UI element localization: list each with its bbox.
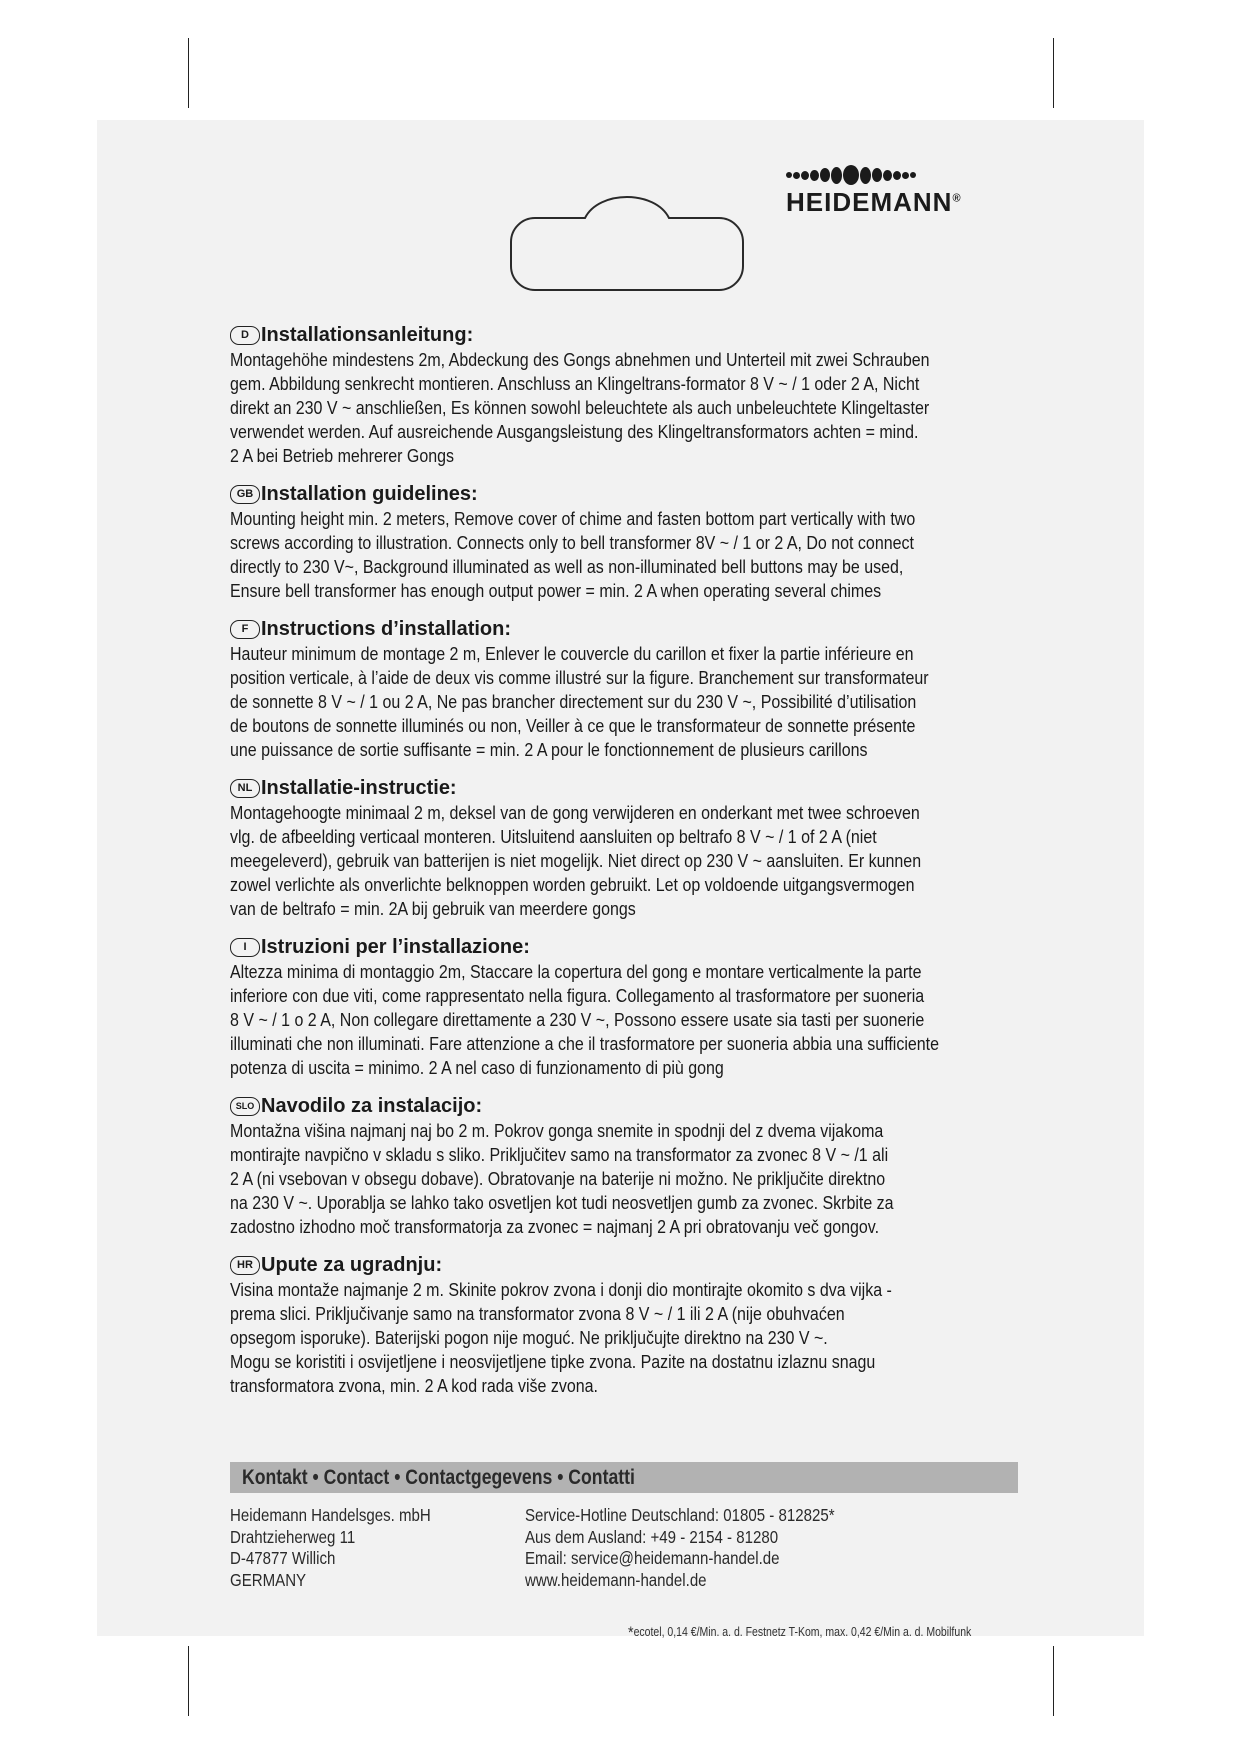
heidemann-logo xyxy=(786,164,1056,218)
flag-icon: GB xyxy=(230,485,260,504)
section-heading: F Instructions d’installation: xyxy=(230,616,1030,642)
section-text: Altezza minima di montaggio 2m, Staccare la copertura del gong e montare verticalmente la parte inferiore con due viti, come rappresentato nella figura. Collegamento al trasformatore per suoneria 8 V ~ / 1 o 2 A, Non collegare direttamente a 230 V ~, Possono essere usate sia tasti per suonerie illuminati che non illuminati. Fare attenzione a che il trasformatore per suoneria abbia una sufficiente potenza di uscita = minimo. 2 A nel caso di funzionamento di più gong xyxy=(230,961,940,1078)
section-heading: SLO Navodilo za instalacijo: xyxy=(230,1093,1030,1119)
contact-title: Kontakt • Contact • Contactgegevens • Contatti xyxy=(242,1466,635,1489)
section-text: Montažna višina najmanj naj bo 2 m. Pokrov gonga snemite in spodnji del z dvema vijakoma montirajte navpično v skladu s sliko. Priključitev samo na transformator za zvonec 8 V ~ /1 ali 2 A (ni vsebovan v obsegu dobave). Obratovanje na baterije ni možno. Ne priključite direktno na 230 V ~. Uporablja se lahko tako osvetljen kot tudi neosvetljen gumb za zvonec. Skrbite za zadostno izhodno moč transformatorja za zvonec = najmanj 2 A pri obratovanju več gongov. xyxy=(230,1120,894,1237)
flag-icon: D xyxy=(230,326,260,345)
section-fr xyxy=(230,616,1030,762)
section-slo xyxy=(230,1093,1030,1239)
company-address: Heidemann Handelsges. mbH Drahtzieherweg 11 D-47877 Willich GERMANY xyxy=(230,1505,431,1590)
section-text: Hauteur minimum de montage 2 m, Enlever le couvercle du carillon et fixer la partie inférieure en position verticale, à l’aide de deux vis comme illustré sur la figure. Branchement sur transformateur de sonnette 8 V ~ / 1 ou 2 A, Ne pas brancher directement sur du 230 V ~, Possibilité d’utilisation de boutons de sonnette illuminés ou non, Veiller à ce que le transformateur de sonnette présente une puissance de sortie suffisante = min. 2 A pour le fonctionnement de plusieurs carillons xyxy=(230,643,929,760)
crop-mark xyxy=(188,38,189,108)
section-gb xyxy=(230,481,1030,603)
section-nl xyxy=(230,775,1030,921)
footnote: *ecotel, 0,14 €/Min. a. d. Festnetz T-Kom, max. 0,42 €/Min a. d. Mobilfunk xyxy=(628,1623,972,1642)
section-text: Montagehöhe mindestens 2m, Abdeckung des Gongs abnehmen und Unterteil mit zwei Schrauben gem. Abbildung senkrecht montieren. Anschluss an Klingeltrans-formator 8 V ~ / 1 oder 2 A, Nicht direkt an 230 V ~ anschließen, Es können sowohl beleuchtete als auch unbeleuchtete Klingeltaster verwendet werden. Auf ausreichende Ausgangsleistung des Klingeltransformators achten = mind. 2 A bei Betrieb mehrerer Gongs xyxy=(230,349,930,466)
logo-dots-icon xyxy=(786,164,1056,186)
section-it xyxy=(230,934,1030,1080)
chime-cutout-outline xyxy=(505,192,749,292)
crop-mark xyxy=(188,1646,189,1716)
contact-header-bar xyxy=(230,1462,1018,1493)
flag-icon: NL xyxy=(230,779,260,798)
section-de xyxy=(230,322,1030,468)
crop-mark xyxy=(1053,1646,1054,1716)
flag-icon: SLO xyxy=(230,1097,260,1116)
instructions xyxy=(230,322,1030,1411)
flag-icon: F xyxy=(230,620,260,639)
section-heading: HR Upute za ugradnju: xyxy=(230,1252,1030,1278)
flag-icon: I xyxy=(230,938,260,957)
section-text: Montagehoogte minimaal 2 m, deksel van de gong verwijderen en onderkant met twee schroeven vlg. de afbeelding verticaal monteren. Uitsluitend aansluiten op beltrafo 8 V ~ / 1 of 2 A (niet meegeleverd), gebruik van batterijen is niet mogelijk. Niet direct op 230 V ~ aansluiten. Er kunnen zowel verlichte als onverlichte belknoppen worden gebruikt. Let op voldoende uitgangsvermogen van de beltrafo = min. 2A bij gebruik van meerdere gongs xyxy=(230,802,922,919)
service-contact-info: Service-Hotline Deutschland: 01805 - 812825* Aus dem Ausland: +49 - 2154 - 81280 Email: service@heidemann-handel.de www.heidemann-handel.de xyxy=(525,1505,835,1590)
section-heading: D Installationsanleitung: xyxy=(230,322,1030,348)
section-heading: GB Installation guidelines: xyxy=(230,481,1030,507)
section-hr xyxy=(230,1252,1030,1398)
section-text: Visina montaže najmanje 2 m. Skinite pokrov zvona i donji dio montirajte okomito s dva vijka - prema slici. Priključivanje samo na transformator zvona 8 V ~ / 1 ili 2 A (nije obuhvaćen opsegom isporuke). Baterijski pogon nije moguć. Ne priključujte direktno na 230 V ~. Mogu se koristiti i osvijetljene i neosvijetljene tipke zvona. Pazite na dostatnu izlaznu snagu transformatora zvona, min. 2 A kod rada više zvona. xyxy=(230,1279,892,1396)
logo-wordmark: HEIDEMANN® xyxy=(786,187,962,217)
section-text: Mounting height min. 2 meters, Remove cover of chime and fasten bottom part vertically with two screws according to illustration. Connects only to bell transformer 8V ~ / 1 or 2 A, Do not connect directly to 230 V~, Background illuminated as well as non-illuminated bell buttons may be used, Ensure bell transformer has enough output power = min. 2 A when operating several chimes xyxy=(230,508,916,601)
flag-icon: HR xyxy=(230,1256,260,1275)
section-heading: NL Installatie-instructie: xyxy=(230,775,1030,801)
section-heading: I Istruzioni per l’installazione: xyxy=(230,934,1030,960)
crop-mark xyxy=(1053,38,1054,108)
